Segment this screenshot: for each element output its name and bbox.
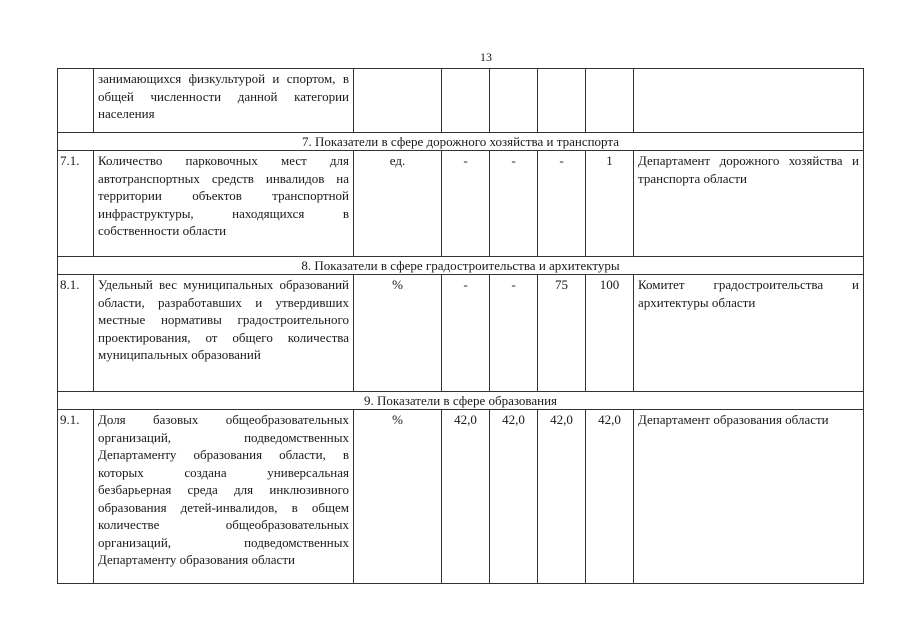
value: 100: [586, 275, 634, 392]
table-row: [58, 410, 864, 584]
indicator-name: Количество парковочных мест для автотранспортных средств инвалидов на территории объектов транспортной инфраструктуры, находящихся в собственности области: [94, 151, 354, 257]
responsible: Департамент образования области: [634, 410, 864, 584]
value: 42,0: [586, 410, 634, 584]
unit: ед.: [354, 151, 442, 257]
indicator-name: Доля базовых общеобразовательных организаций, подведомственных Департаменту образования области, в которых создана универсальная безбарьерная среда для инклюзивного образования детей-инвалидов, в общем количестве общеобразовательных организаций, подведомственных Департаменту образования области: [94, 410, 354, 584]
row-number: 7.1.: [58, 151, 94, 257]
section-header: 7. Показатели в сфере дорожного хозяйства и транспорта: [58, 133, 864, 151]
section-header: 8. Показатели в сфере градостроительства и архитектуры: [58, 257, 864, 275]
section-header: 9. Показатели в сфере образования: [58, 392, 864, 410]
row-number: 8.1.: [58, 275, 94, 392]
value: 75: [538, 275, 586, 392]
table-row: [58, 275, 864, 392]
num-cell: [58, 69, 94, 133]
unit: %: [354, 410, 442, 584]
table-row: [58, 151, 864, 257]
row-number: 9.1.: [58, 410, 94, 584]
value: -: [538, 151, 586, 257]
value: 42,0: [442, 410, 490, 584]
indicators-table: [57, 68, 864, 584]
value: 42,0: [538, 410, 586, 584]
responsible: Департамент дорожного хозяйства и транспорта области: [634, 151, 864, 257]
page-number: 13: [480, 50, 492, 64]
indicator-name: Удельный вес муниципальных образований области, разработавших и утвердивших местные нормативы градостроительного проектирования, от общего количества муниципальных образований: [94, 275, 354, 392]
value: -: [442, 151, 490, 257]
unit: %: [354, 275, 442, 392]
value: -: [442, 275, 490, 392]
indicator-name: занимающихся физкультурой и спортом, в общей численности данной категории населения: [94, 69, 354, 133]
table-row: [58, 69, 864, 133]
value: 42,0: [490, 410, 538, 584]
value: -: [490, 275, 538, 392]
responsible: Комитет градостроительства и архитектуры области: [634, 275, 864, 392]
value: 1: [586, 151, 634, 257]
value: -: [490, 151, 538, 257]
